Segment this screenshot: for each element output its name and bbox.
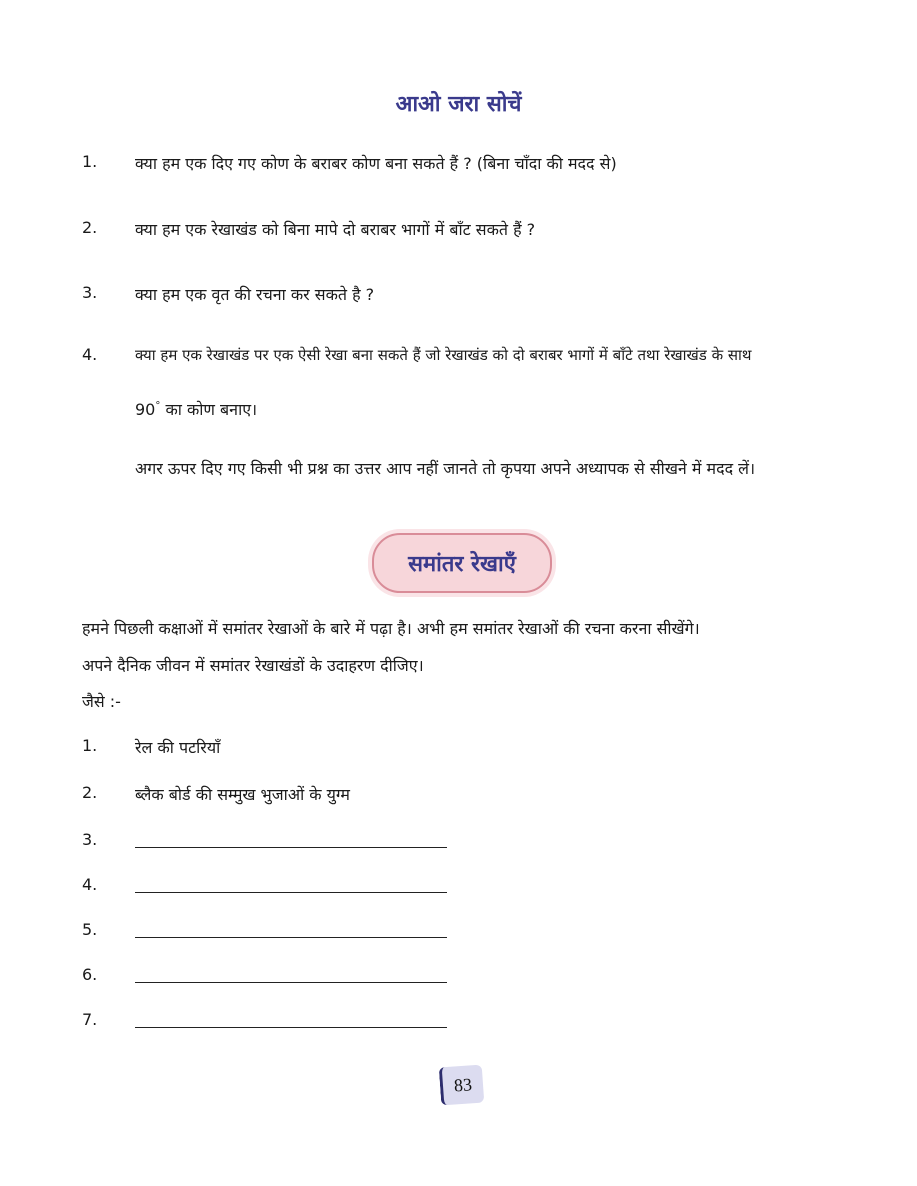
example-number: 1. [82,736,98,755]
blank-number: 5. [82,920,98,939]
question-number: 3. [82,283,98,302]
degree-symbol: ° [155,400,161,412]
angle-value: 90 [135,400,156,419]
example-text: ब्लैक बोर्ड की सम्मुख भुजाओं के युग्म [135,785,350,804]
example-number: 2. [82,783,98,802]
page-number: 83 [453,1073,473,1095]
question-number: 1. [82,152,98,171]
question-continuation [135,398,257,420]
question-text: क्या हम एक रेखाखंड पर एक ऐसी रेखा बना सकते हैं जो रेखाखंड को दो बराबर भागों में बाँटे तथा रेखाखंड के साथ [135,346,752,364]
section-heading-cloud [372,533,552,593]
blank-number: 6. [82,965,98,984]
paragraph: अपने दैनिक जीवन में समांतर रेखाखंडों के उदाहरण दीजिए। [82,656,424,675]
answer-blank-line[interactable] [135,892,447,893]
answer-blank-line[interactable] [135,1027,447,1028]
note-text: अगर ऊपर दिए गए किसी भी प्रश्न का उत्तर आप नहीं जानते तो कृपया अपने अध्यापक से सीखने में मदद लें। [135,459,756,478]
answer-blank-line[interactable] [135,847,447,848]
blank-number: 3. [82,830,98,849]
section-heading: समांतर रेखाएँ [408,552,516,577]
question-number: 4. [82,345,98,364]
continuation-text: का कोण बनाए। [160,400,258,419]
question-text: क्या हम एक वृत की रचना कर सकते है ? [135,285,375,304]
example-text: रेल की पटरियाँ [135,738,221,757]
page-number-badge [439,1065,485,1106]
blank-number: 7. [82,1010,98,1029]
paragraph: हमने पिछली कक्षाओं में समांतर रेखाओं के बारे में पढ़ा है। अभी हम समांतर रेखाओं की रचना करना सीखेंगे। [82,619,700,638]
page-title: आओ जरा सोचें [395,92,522,117]
blank-number: 4. [82,875,98,894]
question-text: क्या हम एक रेखाखंड को बिना मापे दो बराबर भागों में बाँट सकते हैं ? [135,220,536,239]
paragraph: जैसे :- [82,692,121,711]
answer-blank-line[interactable] [135,937,447,938]
answer-blank-line[interactable] [135,982,447,983]
question-number: 2. [82,218,98,237]
question-text: क्या हम एक दिए गए कोण के बराबर कोण बना सकते हैं ? (बिना चाँदा की मदद से) [135,154,617,173]
